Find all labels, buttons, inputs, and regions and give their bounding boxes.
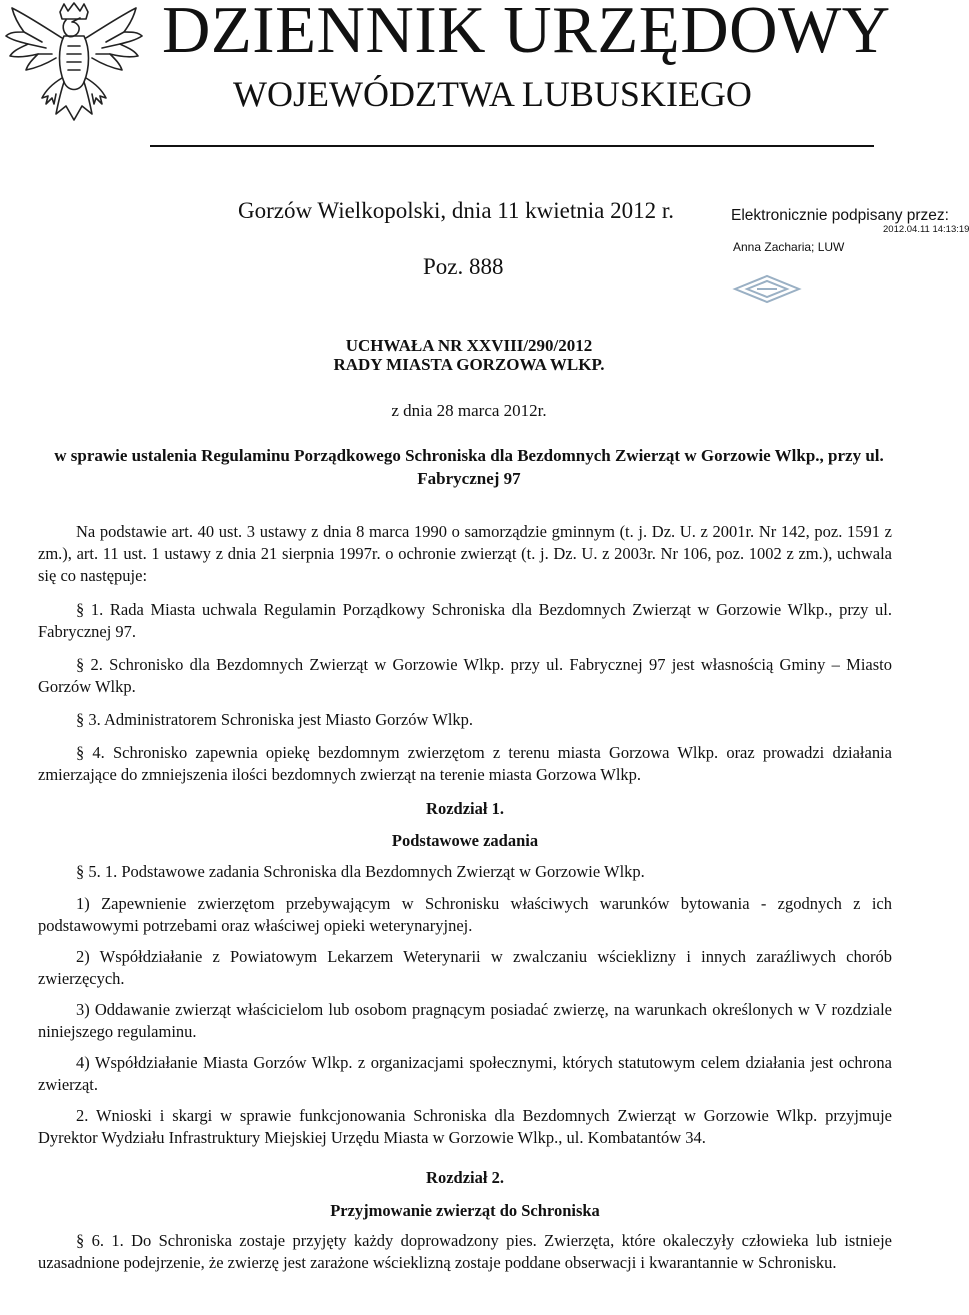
section-sign: § <box>76 600 85 619</box>
resolution-subject: w sprawie ustalenia Regulaminu Porządkowego Schroniska dla Bezdomnych Zwierząt w Gorzowie Wlkp., przy ul. Fabrycznej 97 <box>54 446 884 488</box>
resolution-date: z dnia 28 marca 2012r. <box>391 401 547 420</box>
paragraph-5-2: 2. Wnioski i skargi w sprawie funkcjonowania Schroniska dla Bezdomnych Zwierząt w Gorzowie Wlkp. przyjmuje Dyrektor Wydziału Infrastruktury Miejskiej Urzędu Miasta w Gorzowie Wlkp., ul. Kombatantów 34. <box>38 1106 892 1147</box>
paragraph-4: § 4. Schronisko zapewnia opiekę bezdomnym zwierzętom z terenu miasta Gorzowa Wlkp. oraz prowadzi działania zmierzające do zmniejszenia ilości bezdomnych zwierząt na terenie miasta Gorzowa Wlkp. <box>38 743 892 784</box>
chapter-2-number: Rozdział 2. <box>426 1168 504 1187</box>
place-date: Gorzów Wielkopolski, dnia 11 kwietnia 2012 r. <box>238 198 675 223</box>
signature-timestamp: 2012.04.11 14:13:19 <box>883 224 969 235</box>
resolution-title: UCHWAŁA NR XXVIII/290/2012 <box>345 336 593 355</box>
white-eagle-emblem-icon <box>2 2 147 130</box>
section-sign: § <box>76 655 85 674</box>
paragraph-3: § 3. Administratorem Schroniska jest Miasto Gorzów Wlkp. <box>76 710 474 729</box>
signature-signer: Anna Zacharia; LUW <box>733 240 845 254</box>
signature-stamp-icon <box>733 274 801 304</box>
section-sign: § <box>76 862 85 881</box>
section-sign: § <box>76 743 85 762</box>
resolution-council: RADY MIASTA GORZOWA WLKP. <box>333 355 605 374</box>
chapter-1-number: Rozdział 1. <box>426 799 504 818</box>
document-body <box>38 521 892 1274</box>
masthead-title: DZIENNIK URZĘDOWY <box>162 0 891 67</box>
position-number: Poz. 888 <box>423 254 504 279</box>
list-item-3: 3) Oddawanie zwierząt właścicielom lub osobom pragnącym posiadać zwierzę, na warunkach określonych w V rozdziale niniejszego regulaminu. <box>38 1000 892 1041</box>
paragraph-1: § 1. Rada Miasta uchwala Regulamin Porządkowy Schroniska dla Bezdomnych Zwierząt w Gorzowie Wlkp., przy ul. Fabrycznej 97. <box>38 600 892 641</box>
section-sign: § <box>76 710 85 729</box>
paragraph-6: § 6. 1. Do Schroniska zostaje przyjęty każdy doprowadzony pies. Zwierzęta, które okaleczyły człowieka lub istnieje uzasadnione podejrzenie, że zwierzę jest zarażone wścieklizną zostaje poddane obserwacji i kwarantannie w Schronisku. <box>38 1231 892 1272</box>
paragraph-2: § 2. Schronisko dla Bezdomnych Zwierząt w Gorzowie Wlkp. przy ul. Fabrycznej 97 jest własnością Gminy – Miasto Gorzów Wlkp. <box>38 655 892 696</box>
list-item-1: 1) Zapewnienie zwierzętom przebywającym w Schronisku właściwych warunków bytowania - zgodnych z ich podstawowymi potrzebami oraz właściwej opieki weterynaryjnej. <box>38 894 892 935</box>
masthead-subtitle: WOJEWÓDZTWA LUBUSKIEGO <box>233 74 752 114</box>
preamble: Na podstawie art. 40 ust. 3 ustawy z dnia 8 marca 1990 o samorządzie gminnym (t. j. Dz. U. z 2001r. Nr 142, poz. 1591 z zm.), art. 11 ust. 1 ustawy z dnia 21 sierpnia 1997r. o ochronie zwierząt (t. j. Dz. U. z 2003r. Nr 106, poz. 1002 z zm.), uchwala się co następuje: <box>38 522 892 585</box>
list-item-4: 4) Współdziałanie Miasta Gorzów Wlkp. z organizacjami społecznymi, których statutowym celem działania jest ochrona zwierząt. <box>38 1053 892 1094</box>
chapter-1-title: Podstawowe zadania <box>391 831 539 850</box>
signature-label: Elektronicznie podpisany przez: <box>731 207 949 224</box>
masthead-divider <box>150 145 874 147</box>
list-item-2: 2) Współdziałanie z Powiatowym Lekarzem Weterynarii w zwalczaniu wścieklizny i innych zaraźliwych chorób zwierzęcych. <box>38 947 892 988</box>
section-sign: § <box>76 1231 85 1250</box>
chapter-2-title: Przyjmowanie zwierząt do Schroniska <box>330 1201 600 1220</box>
paragraph-5: § 5. 1. Podstawowe zadania Schroniska dla Bezdomnych Zwierząt w Gorzowie Wlkp. <box>76 862 645 881</box>
